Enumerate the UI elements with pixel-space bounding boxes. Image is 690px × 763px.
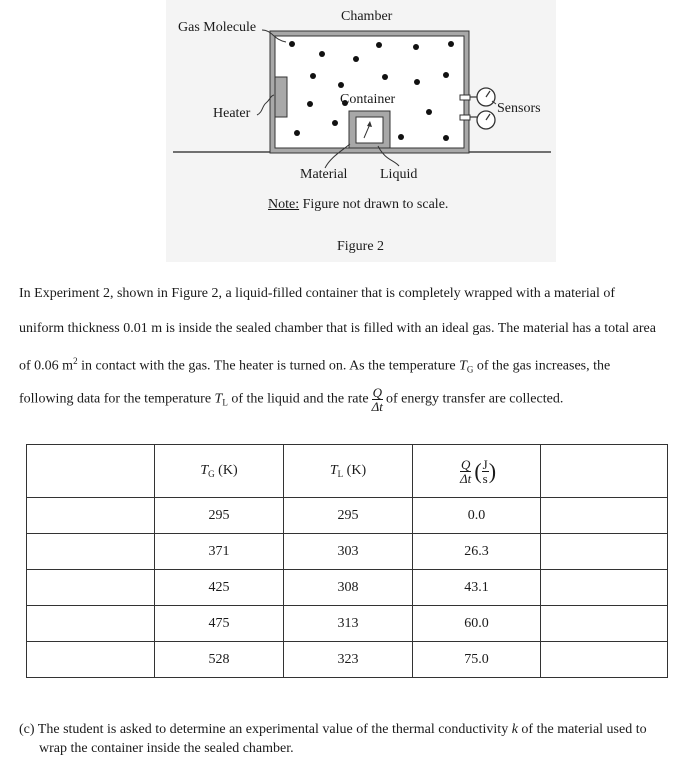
symbol-k: k [511, 722, 518, 737]
cell-tl: 308 [284, 570, 413, 606]
part-c-question [19, 720, 684, 758]
note-text: Figure not drawn to scale. [299, 197, 449, 212]
table-header-row [27, 445, 668, 498]
cell-tl: 303 [284, 534, 413, 570]
sensors-label: Sensors [497, 101, 541, 116]
table-cell-empty [27, 445, 155, 498]
paragraph-line-1: In Experiment 2, shown in Figure 2, a liquid-filled container that is completely wrapped with a material of [19, 286, 616, 301]
material-label: Material [300, 167, 348, 182]
cell-tg: 528 [155, 642, 284, 678]
cell-tg: 295 [155, 498, 284, 534]
gas-molecule-label: Gas Molecule [178, 20, 257, 35]
text: of energy transfer are collected. [385, 391, 564, 407]
unit-close-paren: ) [488, 458, 497, 483]
heater-label: Heater [213, 106, 251, 121]
table-cell-empty [27, 534, 155, 570]
cell-rate: 60.0 [413, 606, 541, 642]
cell-rate: 75.0 [413, 642, 541, 678]
container-label: Container [340, 92, 396, 107]
unit: (K) [343, 463, 367, 478]
table-cell-empty [541, 570, 668, 606]
data-table [26, 444, 668, 678]
sensor-mount [460, 95, 470, 100]
subscript: L [337, 469, 344, 479]
unit: (K) [214, 463, 238, 478]
figure-caption: Figure 2 [337, 239, 385, 254]
text: in contact with the gas. The heater is turned on. As the temperature [77, 358, 460, 374]
subscript: G [208, 469, 215, 479]
unit-denominator: s [482, 470, 488, 486]
table-cell-empty [541, 445, 668, 498]
cell-rate: 0.0 [413, 498, 541, 534]
table-row [27, 534, 668, 570]
chamber-label: Chamber [341, 9, 393, 24]
header-tg [155, 445, 284, 498]
note-label: Note: [268, 197, 300, 212]
text: of the gas increases, the [473, 358, 611, 374]
cell-rate: 26.3 [413, 534, 541, 570]
cell-tl: 295 [284, 498, 413, 534]
symbol-t: T [200, 463, 209, 478]
subscript: G [466, 364, 474, 375]
table-cell-empty [27, 498, 155, 534]
unit-fraction [482, 458, 489, 485]
cell-tg: 475 [155, 606, 284, 642]
fraction-numerator: Q [372, 385, 382, 400]
cell-tl: 313 [284, 606, 413, 642]
cell-rate: 43.1 [413, 570, 541, 606]
container-liquid [356, 117, 383, 143]
part-c-line-1 [19, 720, 684, 739]
paragraph-line-2: uniform thickness 0.01 m is inside the sealed chamber that is filled with an ideal gas. The material has a total area [19, 321, 656, 336]
fraction-denominator: Δt [371, 399, 383, 414]
table-cell-empty [541, 606, 668, 642]
fraction-numerator: Q [460, 456, 471, 472]
header-tl [284, 445, 413, 498]
table-row [27, 570, 668, 606]
rate-fraction [372, 386, 383, 413]
symbol-t: T [214, 391, 223, 407]
header-rate [413, 445, 541, 498]
table-row [27, 606, 668, 642]
unit-open-paren: ( [474, 458, 482, 483]
table-cell-empty [541, 498, 668, 534]
text: of the material used to [517, 722, 647, 737]
text: following data for the temperature [19, 391, 215, 407]
text: The student is asked to determine an experimental value of the thermal conductivity [37, 722, 512, 737]
cell-tg: 425 [155, 570, 284, 606]
cell-tl: 323 [284, 642, 413, 678]
table-cell-empty [27, 570, 155, 606]
part-c-line-2: wrap the container inside the sealed chamber. [39, 741, 294, 756]
table-row [27, 642, 668, 678]
paragraph-line-4 [19, 386, 563, 413]
superscript: 2 [73, 356, 78, 366]
table-cell-empty [27, 642, 155, 678]
fraction-denominator: Δt [460, 470, 472, 486]
experiment-figure [0, 0, 690, 262]
symbol-t: T [459, 358, 467, 374]
table-cell-empty [541, 534, 668, 570]
rate-fraction [460, 458, 471, 485]
paragraph-line-3 [19, 356, 610, 375]
heater-block [275, 77, 287, 117]
liquid-label: Liquid [380, 167, 418, 182]
table-cell-empty [541, 642, 668, 678]
subscript: L [222, 397, 228, 408]
part-label: (c) [19, 722, 38, 737]
symbol-t: T [329, 463, 338, 478]
text: of the liquid and the rate [227, 391, 369, 407]
unit-numerator: J [482, 456, 488, 472]
table-row [27, 498, 668, 534]
table-cell-empty [27, 606, 155, 642]
text: of 0.06 m [19, 358, 74, 374]
figure-note [268, 197, 448, 213]
cell-tg: 371 [155, 534, 284, 570]
sensor-mount [460, 115, 470, 120]
